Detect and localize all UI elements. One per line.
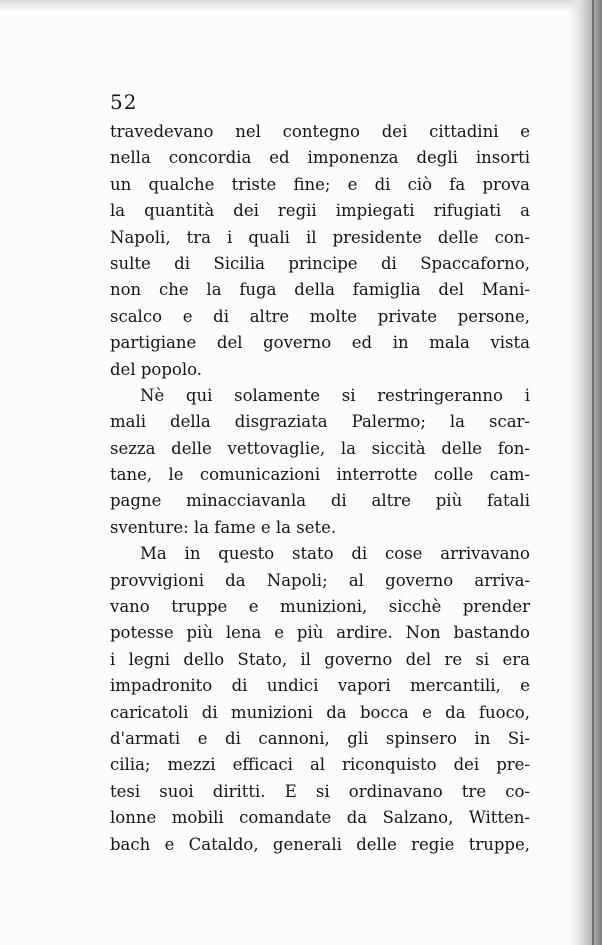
text-line: travedevano nel contegno dei cittadini e — [110, 122, 530, 141]
text-line: i legni dello Stato, il governo del re si era — [110, 649, 530, 669]
page-edge-shadow — [568, 0, 602, 945]
text-line: impadronito di undici vapori mercantili, e — [110, 676, 530, 696]
text-line: potesse più lena e più ardire. Non bastando — [110, 623, 530, 643]
text-line: sezza delle vettovaglie, la siccità delle fon- — [110, 438, 530, 458]
body-text — [110, 119, 530, 858]
text-line: un qualche triste fine; e di ciò fa prova — [110, 174, 530, 194]
text-line: provvigioni da Napoli; al governo arriva- — [110, 570, 530, 590]
text-line: mali della disgraziata Palermo; la scar- — [110, 412, 530, 432]
text-line: non che la fuga della famiglia del Mani- — [110, 280, 530, 300]
text-line: cilia; mezzi efficaci al riconquisto dei pre- — [110, 755, 530, 775]
text-line: Ma in questo stato di cose arrivavano — [140, 544, 530, 564]
text-line: del popolo. — [110, 359, 203, 379]
text-line: la quantità dei regii impiegati rifugiati a — [110, 201, 530, 221]
text-line: tane, le comunicazioni interrotte colle cam- — [110, 465, 530, 485]
text-line: partigiane del governo ed in mala vista — [110, 333, 530, 353]
text-line: d'armati e di cannoni, gli spinsero in Si- — [110, 728, 530, 748]
text-line: caricatoli di munizioni da bocca e da fuoco, — [110, 702, 530, 722]
page-number: 52 — [110, 90, 138, 114]
text-line: vano truppe e munizioni, sicchè prender — [110, 597, 530, 617]
text-line: tesi suoi diritti. E si ordinavano tre co- — [110, 781, 530, 801]
text-line: nella concordia ed imponenza degli insorti — [110, 148, 530, 168]
text-line: Nè qui solamente si restringeranno i — [140, 385, 530, 405]
text-line: bach e Cataldo, generali delle regie truppe, — [110, 834, 530, 854]
text-line: sulte di Sicilia principe di Spaccaforno, — [110, 253, 530, 273]
top-page-shadow — [0, 0, 602, 12]
text-line: sventure: la fame e la sete. — [110, 517, 337, 537]
text-line: scalco e di altre molte private persone, — [110, 306, 530, 326]
text-line: Napoli, tra i quali il presidente delle con- — [110, 227, 530, 247]
page-edge-line — [592, 0, 594, 945]
text-line: pagne minacciavanla di altre più fatali — [110, 491, 530, 511]
text-line: lonne mobili comandate da Salzano, Witten- — [110, 808, 530, 828]
